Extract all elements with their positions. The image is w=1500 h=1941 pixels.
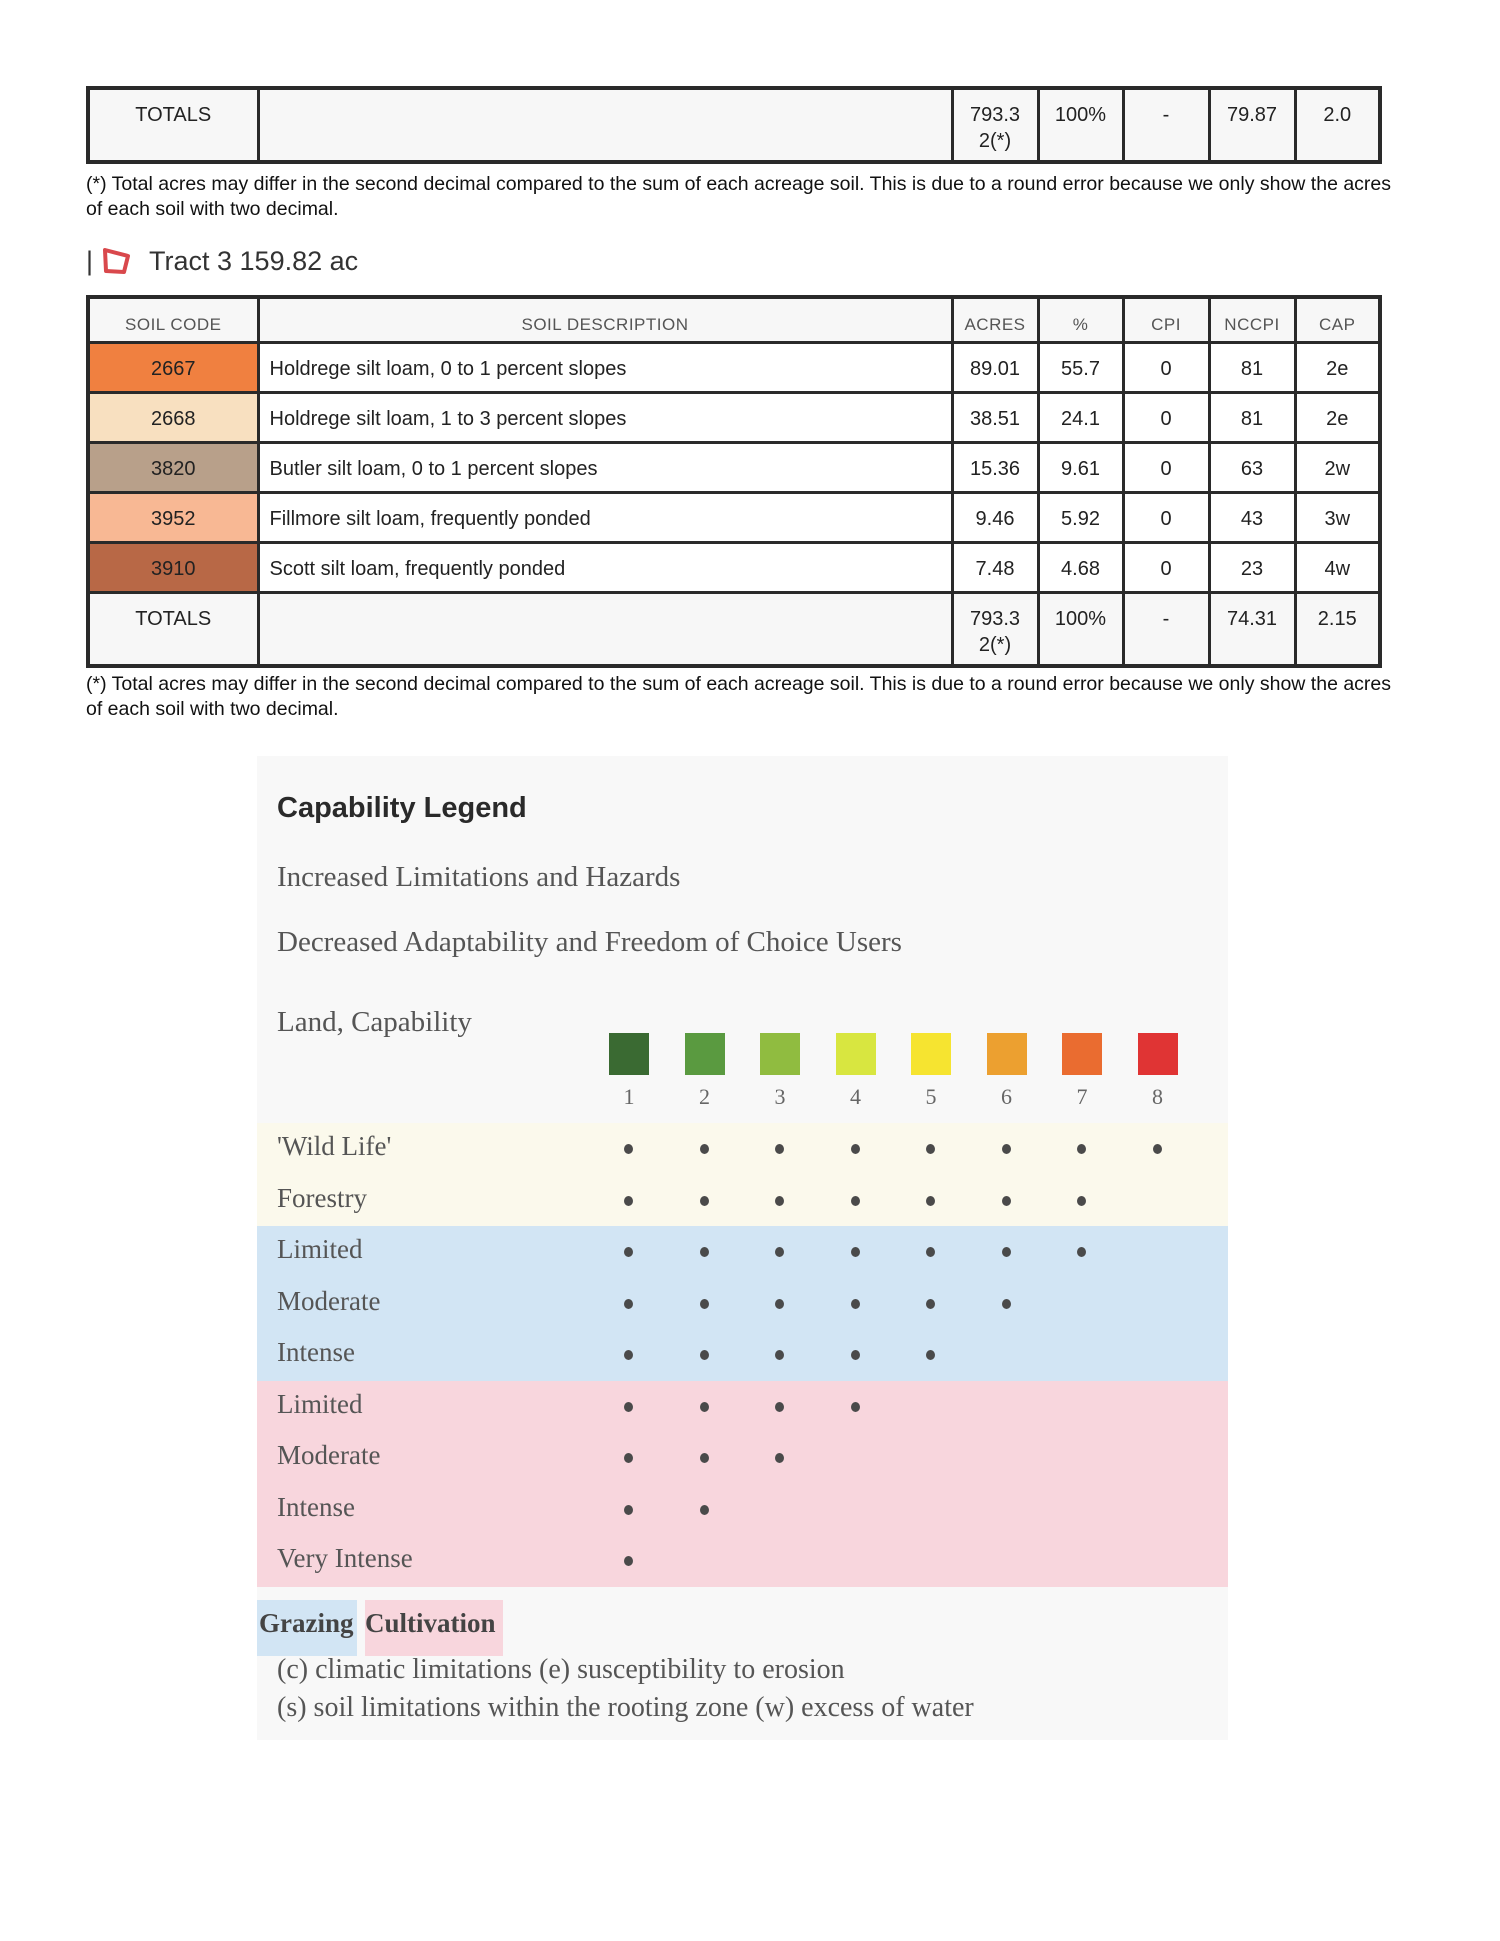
percent: 55.7 — [1038, 342, 1123, 392]
capability-class-swatch — [685, 1033, 725, 1075]
legend-land-capability: Land, Capability — [277, 1006, 472, 1038]
header-cpi: CPI — [1123, 297, 1209, 342]
legend-decreased-adaptability: Decreased Adaptability and Freedom of Choice Users — [277, 926, 902, 958]
totals-label: TOTALS — [88, 592, 258, 666]
capability-dot-icon — [775, 1196, 784, 1206]
capability-dot-icon — [851, 1299, 860, 1309]
capability-dot-icon — [1002, 1196, 1011, 1206]
header-acres: ACRES — [952, 297, 1038, 342]
percent: 9.61 — [1038, 442, 1123, 492]
capability-row-cultivation — [257, 1381, 1228, 1433]
table-header — [88, 297, 1380, 342]
capability-row-grazing — [257, 1278, 1228, 1330]
totals-label: TOTALS — [88, 88, 258, 162]
capability-row-general — [257, 1175, 1228, 1227]
acres: 15.36 — [952, 442, 1038, 492]
nccpi: 23 — [1209, 542, 1295, 592]
capability-dot-icon — [624, 1144, 633, 1154]
capability-dot-icon — [624, 1350, 633, 1360]
acres: 7.48 — [952, 542, 1038, 592]
capability-dot-icon — [851, 1196, 860, 1206]
totals-nccpi: 79.87 — [1209, 88, 1295, 162]
capability-dot-icon — [1077, 1247, 1086, 1257]
table-row — [88, 442, 1380, 492]
header-cap: CAP — [1295, 297, 1380, 342]
abbreviation-line-2: (s) soil limitations within the rooting zone (w) excess of water — [277, 1692, 974, 1723]
table-row — [88, 542, 1380, 592]
capability-dot-icon — [926, 1299, 935, 1309]
acres: 38.51 — [952, 392, 1038, 442]
capability-class-number: 6 — [1001, 1084, 1012, 1109]
header-percent: % — [1038, 297, 1123, 342]
capability-dot-icon — [700, 1350, 709, 1360]
capability-dot-icon — [700, 1402, 709, 1412]
nccpi: 63 — [1209, 442, 1295, 492]
capability-dot-icon — [624, 1505, 633, 1515]
capability-row-grazing — [257, 1226, 1228, 1278]
totals-cpi: - — [1123, 88, 1209, 162]
table-row — [88, 492, 1380, 542]
capability-dot-icon — [926, 1196, 935, 1206]
percent: 5.92 — [1038, 492, 1123, 542]
capability-dot-icon — [624, 1556, 633, 1566]
polygon-outline-icon — [101, 247, 131, 275]
soil-description: Holdrege silt loam, 1 to 3 percent slopes — [258, 392, 952, 442]
capability-dot-icon — [851, 1144, 860, 1154]
capability-dot-icon — [926, 1144, 935, 1154]
totals-cpi: - — [1123, 592, 1209, 666]
capability-dot-icon — [700, 1247, 709, 1257]
legend-increased-limitations: Increased Limitations and Hazards — [277, 861, 681, 893]
capability-dot-icon — [1077, 1196, 1086, 1206]
capability-dot-icon — [1002, 1299, 1011, 1309]
soil-description: Fillmore silt loam, frequently ponded — [258, 492, 952, 542]
totals-row — [88, 592, 1380, 666]
capability-row-label: Moderate — [277, 1440, 381, 1470]
capability-dot-icon — [926, 1350, 935, 1360]
capability-dot-icon — [775, 1299, 784, 1309]
capability-dot-icon — [775, 1144, 784, 1154]
acres: 9.46 — [952, 492, 1038, 542]
acreage-footnote: (*) Total acres may differ in the second decimal compared to the sum of each acreage soil. This is due to a round error because we only show the acres of each soil with two decimal. — [86, 173, 1392, 220]
totals-percent: 100% — [1038, 592, 1123, 666]
heading-bar: | — [86, 245, 94, 276]
capability-row-label: Limited — [277, 1388, 363, 1419]
capability-dot-icon — [851, 1247, 860, 1257]
acreage-footnote: (*) Total acres may differ in the second decimal compared to the sum of each acreage soil. This is due to a round error because we only show the acres of each soil with two decimal. — [86, 673, 1392, 720]
capability-row-label: Very Intense — [277, 1543, 413, 1573]
capability-dot-icon — [624, 1453, 633, 1463]
totals-cap: 2.15 — [1295, 592, 1380, 666]
capability-row-general — [257, 1123, 1228, 1175]
cap: 2e — [1295, 392, 1380, 442]
nccpi: 81 — [1209, 392, 1295, 442]
capability-dot-icon — [624, 1247, 633, 1257]
capability-legend — [257, 756, 1228, 1740]
capability-dot-icon — [700, 1453, 709, 1463]
capability-dot-icon — [700, 1196, 709, 1206]
totals-cap: 2.0 — [1295, 88, 1380, 162]
cultivation-key-label: Cultivation — [365, 1608, 496, 1638]
capability-dot-icon — [1077, 1144, 1086, 1154]
capability-class-swatch — [609, 1033, 649, 1075]
capability-class-number: 8 — [1152, 1084, 1163, 1109]
tract3-soil-table — [86, 295, 1382, 668]
cpi: 0 — [1123, 492, 1209, 542]
percent: 4.68 — [1038, 542, 1123, 592]
capability-dot-icon — [926, 1247, 935, 1257]
soil-code-cell: 3910 — [88, 542, 258, 592]
cpi: 0 — [1123, 442, 1209, 492]
cpi: 0 — [1123, 392, 1209, 442]
capability-dot-icon — [700, 1505, 709, 1515]
capability-class-swatch — [836, 1033, 876, 1075]
totals-nccpi: 74.31 — [1209, 592, 1295, 666]
capability-row-cultivation — [257, 1535, 1228, 1587]
totals-row — [88, 88, 1380, 162]
capability-dot-icon — [851, 1350, 860, 1360]
capability-dot-icon — [775, 1247, 784, 1257]
soil-description: Holdrege silt loam, 0 to 1 percent slopes — [258, 342, 952, 392]
capability-row-label: Intense — [277, 1491, 355, 1522]
soil-code-cell: 3952 — [88, 492, 258, 542]
soil-code-cell: 2667 — [88, 342, 258, 392]
header-soil-code: SOIL CODE — [88, 297, 258, 342]
capability-class-swatch — [987, 1033, 1027, 1075]
nccpi: 43 — [1209, 492, 1295, 542]
capability-row-label: Intense — [277, 1337, 355, 1367]
totals-percent: 100% — [1038, 88, 1123, 162]
capability-class-swatch — [760, 1033, 800, 1075]
totals-acres: 793.3 2(*) — [952, 592, 1038, 666]
capability-class-swatch — [911, 1033, 951, 1075]
totals-description — [258, 592, 952, 666]
capability-dot-icon — [851, 1402, 860, 1412]
capability-dot-icon — [624, 1196, 633, 1206]
cap: 2w — [1295, 442, 1380, 492]
capability-row-cultivation — [257, 1432, 1228, 1484]
capability-dot-icon — [775, 1453, 784, 1463]
abbreviation-line-1: (c) climatic limitations (e) susceptibility to erosion — [277, 1654, 845, 1685]
header-soil-description: SOIL DESCRIPTION — [258, 297, 952, 342]
capability-row-grazing — [257, 1329, 1228, 1381]
capability-dot-icon — [624, 1299, 633, 1309]
capability-class-number: 4 — [850, 1084, 861, 1109]
capability-dot-icon — [700, 1144, 709, 1154]
soil-description: Butler silt loam, 0 to 1 percent slopes — [258, 442, 952, 492]
capability-class-number: 3 — [774, 1084, 786, 1109]
cap: 3w — [1295, 492, 1380, 542]
capability-row-cultivation — [257, 1484, 1228, 1536]
soil-description: Scott silt loam, frequently ponded — [258, 542, 952, 592]
totals-acres: 793.3 2(*) — [952, 88, 1038, 162]
capability-row-label: 'Wild Life' — [277, 1131, 392, 1161]
capability-class-number: 1 — [623, 1084, 635, 1109]
capability-row-label: Moderate — [277, 1285, 381, 1316]
previous-tract-soil-table — [86, 86, 1382, 164]
capability-dot-icon — [700, 1299, 709, 1309]
legend-title: Capability Legend — [277, 792, 527, 824]
capability-dot-icon — [1153, 1144, 1162, 1154]
tract-title: Tract 3 159.82 ac — [149, 245, 359, 276]
soil-code-cell: 2668 — [88, 392, 258, 442]
cpi: 0 — [1123, 542, 1209, 592]
capability-dot-icon — [1002, 1247, 1011, 1257]
percent: 24.1 — [1038, 392, 1123, 442]
capability-row-label: Forestry — [277, 1182, 367, 1213]
acres: 89.01 — [952, 342, 1038, 392]
nccpi: 81 — [1209, 342, 1295, 392]
table-row — [88, 342, 1380, 392]
capability-class-number: 2 — [699, 1084, 710, 1109]
cap: 4w — [1295, 542, 1380, 592]
capability-dot-icon — [775, 1350, 784, 1360]
capability-dot-icon — [1002, 1144, 1011, 1154]
capability-class-number: 7 — [1076, 1084, 1088, 1109]
table-row — [88, 392, 1380, 442]
tract-heading — [86, 244, 358, 278]
cpi: 0 — [1123, 342, 1209, 392]
header-nccpi: NCCPI — [1209, 297, 1295, 342]
capability-class-swatch — [1062, 1033, 1102, 1075]
capability-dot-icon — [775, 1402, 784, 1412]
capability-class-number: 5 — [925, 1084, 937, 1109]
totals-description — [258, 88, 952, 162]
capability-row-label: Limited — [277, 1234, 363, 1264]
capability-class-swatch — [1138, 1033, 1178, 1075]
capability-dot-icon — [624, 1402, 633, 1412]
grazing-key-label: Grazing — [259, 1608, 354, 1638]
cap: 2e — [1295, 342, 1380, 392]
soil-code-cell: 3820 — [88, 442, 258, 492]
